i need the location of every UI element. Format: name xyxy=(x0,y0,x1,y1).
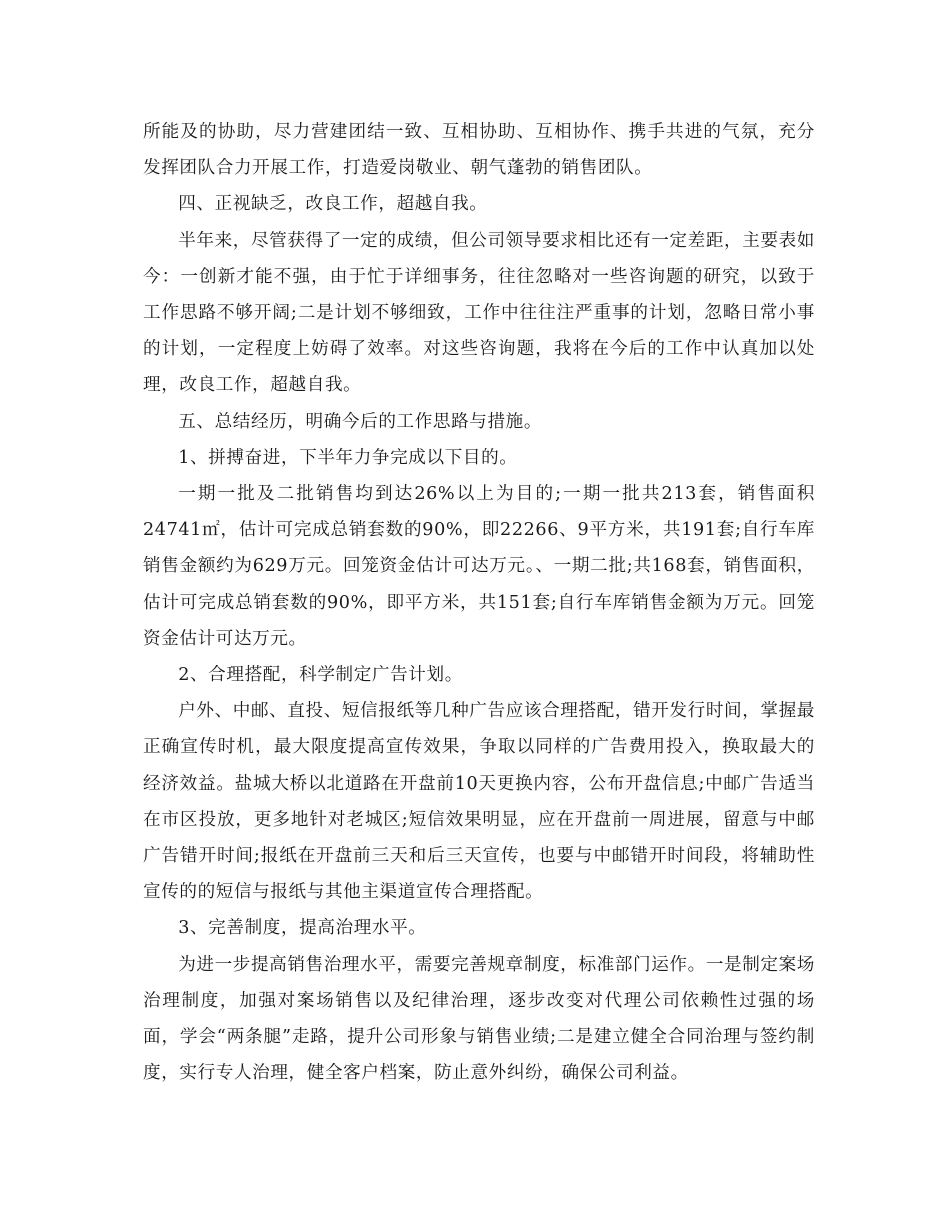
subsection-heading-3: 3、完善制度，提高治理水平。 xyxy=(178,918,427,939)
section-heading-four: 四、正视缺乏，改良工作，超越自我。 xyxy=(178,194,488,215)
body-paragraph-shortcomings: 半年来，尽管获得了一定的成绩，但公司领导要求相比还有一定差距，主要表如今：一创新才能不强，由于忙于详细事务，往往忽略对一些咨询题的研究，以致于工作思路不够开阔;二是计划不够细致，工作中往往注严重事的计划，忽略日常小事的计划，一定程度上妨碍了效率。对这些咨询题，我将在今后的工作中认真加以处理，改良工作，超越自我。 xyxy=(143,230,815,396)
body-paragraph-management: 为进一步提高销售治理水平，需要完善规章制度，标准部门运作。一是制定案场治理制度，加强对案场销售以及纪律治理，逐步改变对代理公司依赖性过强的场面，学会“两条腿”走路，提升公司形象与销售业绩;二是建立健全合同治理与签约制度，实行专人治理，健全客户档案，防止意外纠纷，确保公司利益。 xyxy=(143,954,815,1084)
section-heading-five: 五、总结经历，明确今后的工作思路与措施。 xyxy=(178,411,543,432)
body-paragraph-continued: 所能及的协助，尽力营建团结一致、互相协助、互相协作、携手共进的气氛，充分发挥团队合力开展工作，打造爱岗敬业、朝气蓬勃的销售团队。 xyxy=(143,122,815,179)
body-paragraph-advertising: 户外、中邮、直投、短信报纸等几种广告应该合理搭配，错开发行时间，掌握最正确宣传时机，最大限度提高宣传效果，争取以同样的广告费用投入，换取最大的经济效益。盐城大桥以北道路在开盘前10天更换内容，公布开盘信息;中邮广告适当在市区投放，更多地针对老城区;短信效果明显，应在开盘前一周进展，留意与中邮广告错开时间;报纸在开盘前三天和后三天宣传，也要与中邮错开时间段，将辅助性宣传的的短信与报纸与其他主渠道宣传合理搭配。 xyxy=(143,701,815,903)
subsection-heading-2: 2、合理搭配，科学制定广告计划。 xyxy=(178,665,463,686)
subsection-heading-1: 1、拼搏奋进，下半年力争完成以下目的。 xyxy=(178,447,518,468)
document-body xyxy=(143,114,815,1091)
body-paragraph-sales-targets: 一期一批及二批销售均到达26%以上为目的;一期一批共213套，销售面积24741㎡，估计可完成总销套数的90%，即22266、9平方米，共191套;自行车库销售金额约为629万元。回笼资金估计可达万元。、一期二批;共168套，销售面积，估计可完成总销套数的90%，即平方米，共151套;自行车库销售金额为万元。回笼资金估计可达万元。 xyxy=(143,484,815,649)
